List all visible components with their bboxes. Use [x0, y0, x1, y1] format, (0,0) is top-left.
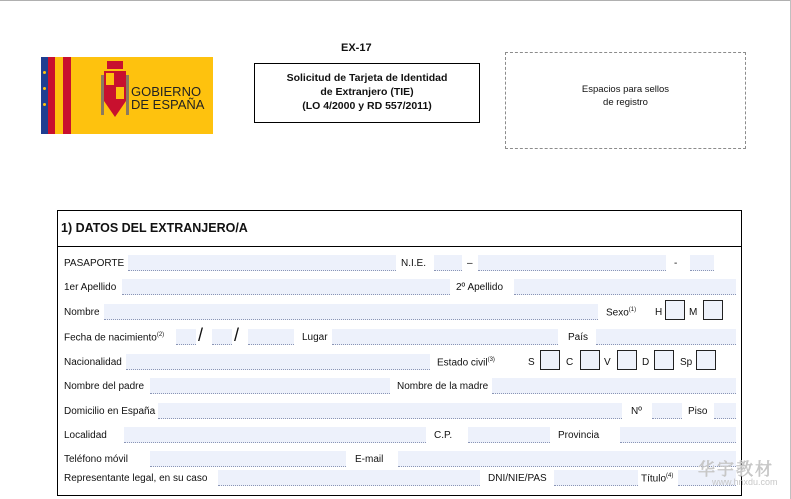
label-sexo-h: H — [655, 307, 663, 318]
section-title-text: 1) DATOS DEL EXTRANJERO/A — [61, 221, 248, 235]
lugar-field[interactable] — [332, 329, 558, 345]
nie-suffix-field[interactable] — [690, 255, 714, 271]
logo-star — [43, 71, 46, 74]
logo-line-1: GOBIERNO — [131, 84, 202, 99]
watermark-url: www.hnxdu.com — [712, 477, 778, 487]
label-telefono: Teléfono móvil — [64, 454, 128, 465]
label-cp: C.P. — [434, 430, 453, 441]
nie-separator-1: – — [467, 258, 473, 269]
numero-field[interactable] — [652, 403, 682, 419]
label-ec-sp: Sp — [680, 357, 693, 368]
telefono-field[interactable] — [150, 451, 346, 467]
label-lugar: Lugar — [302, 332, 328, 343]
nacionalidad-field[interactable] — [126, 354, 430, 370]
label-apellido2: 2º Apellido — [456, 282, 504, 293]
estado-civil-d-checkbox[interactable] — [654, 350, 674, 370]
fecha-separator-2: / — [234, 325, 240, 345]
nie-separator-2: - — [674, 258, 678, 269]
logo-red-stripe — [48, 57, 55, 134]
section-datos-extranjero — [57, 210, 742, 496]
gobierno-logo — [41, 57, 213, 134]
watermark-text: 华宇教材 — [698, 460, 774, 479]
note-fecha: (2) — [156, 332, 165, 338]
stamp-line-1: Espacios para sellos — [581, 84, 670, 95]
label-estado-civil — [437, 357, 495, 368]
label-pais: País — [568, 332, 589, 343]
note-sexo: (1) — [628, 307, 637, 313]
note-estado-civil: (3) — [487, 357, 495, 363]
label-titulo — [641, 473, 673, 484]
label-madre: Nombre de la madre — [397, 381, 489, 392]
label-sexo — [606, 307, 636, 318]
label-representante: Representante legal, en su caso — [64, 473, 208, 484]
label-provincia: Provincia — [558, 430, 600, 441]
label-fecha-nacimiento — [64, 332, 164, 343]
estado-civil-s-checkbox[interactable] — [540, 350, 560, 370]
label-ec-s: S — [528, 357, 535, 368]
registry-stamp-box — [505, 52, 746, 149]
section-title — [58, 211, 741, 247]
form-code: EX-17 — [341, 42, 372, 54]
nie-number-field[interactable] — [478, 255, 666, 271]
logo-red-stripe-2 — [63, 57, 71, 134]
label-numero: Nº — [631, 406, 642, 417]
logo-text — [131, 85, 204, 111]
logo-blue-stripe — [41, 57, 48, 134]
nie-prefix-field[interactable] — [434, 255, 462, 271]
label-fecha-text: Fecha de nacimiento — [64, 332, 157, 344]
form-title-line-2: de Extranjero (TIE) — [320, 86, 414, 98]
pasaporte-field[interactable] — [128, 255, 396, 271]
localidad-field[interactable] — [124, 427, 426, 443]
fecha-separator-1: / — [198, 325, 204, 345]
piso-field[interactable] — [714, 403, 736, 419]
label-domicilio: Domicilio en España — [64, 406, 156, 417]
fecha-anio-field[interactable] — [248, 329, 294, 345]
logo-line-2: DE ESPAÑA — [131, 97, 205, 112]
apellido1-field[interactable] — [122, 279, 450, 295]
top-border — [0, 0, 791, 1]
estado-civil-c-checkbox[interactable] — [580, 350, 600, 370]
domicilio-field[interactable] — [158, 403, 622, 419]
madre-field[interactable] — [492, 378, 736, 394]
sexo-m-checkbox[interactable] — [703, 300, 723, 320]
dni-field[interactable] — [554, 470, 638, 486]
sexo-h-checkbox[interactable] — [665, 300, 685, 320]
site-watermark — [698, 455, 778, 491]
label-sexo-text: Sexo — [606, 307, 629, 319]
label-titulo-text: Título — [641, 473, 667, 485]
label-ec-d: D — [642, 357, 650, 368]
label-nombre: Nombre — [64, 307, 100, 318]
stamp-line-2: de registro — [603, 97, 648, 108]
representante-field[interactable] — [218, 470, 480, 486]
apellido2-field[interactable] — [514, 279, 736, 295]
form-title-line-3: (LO 4/2000 y RD 557/2011) — [302, 100, 432, 112]
label-ec-c: C — [566, 357, 574, 368]
label-sexo-m: M — [689, 307, 698, 318]
fecha-dia-field[interactable] — [176, 329, 196, 345]
cp-field[interactable] — [468, 427, 550, 443]
label-apellido1: 1er Apellido — [64, 282, 117, 293]
label-email: E-mail — [355, 454, 384, 465]
label-estado-civil-text: Estado civil — [437, 357, 488, 369]
form-title-box — [254, 63, 480, 123]
label-ec-v: V — [604, 357, 611, 368]
email-field[interactable] — [398, 451, 736, 467]
coat-of-arms-icon — [101, 61, 129, 127]
form-title-line-1: Solicitud de Tarjeta de Identidad — [286, 72, 448, 84]
padre-field[interactable] — [150, 378, 390, 394]
pais-field[interactable] — [596, 329, 736, 345]
nombre-field[interactable] — [104, 304, 598, 320]
provincia-field[interactable] — [620, 427, 736, 443]
label-localidad: Localidad — [64, 430, 107, 441]
logo-star — [43, 87, 46, 90]
label-piso: Piso — [688, 406, 708, 417]
logo-star — [43, 103, 46, 106]
label-dni: DNI/NIE/PAS — [488, 473, 547, 484]
label-padre: Nombre del padre — [64, 381, 145, 392]
estado-civil-sp-checkbox[interactable] — [696, 350, 716, 370]
fecha-mes-field[interactable] — [212, 329, 232, 345]
label-nie: N.I.E. — [401, 258, 427, 269]
estado-civil-v-checkbox[interactable] — [617, 350, 637, 370]
label-pasaporte: PASAPORTE — [64, 258, 125, 269]
note-titulo: (4) — [666, 473, 674, 479]
label-nacionalidad: Nacionalidad — [64, 357, 122, 368]
